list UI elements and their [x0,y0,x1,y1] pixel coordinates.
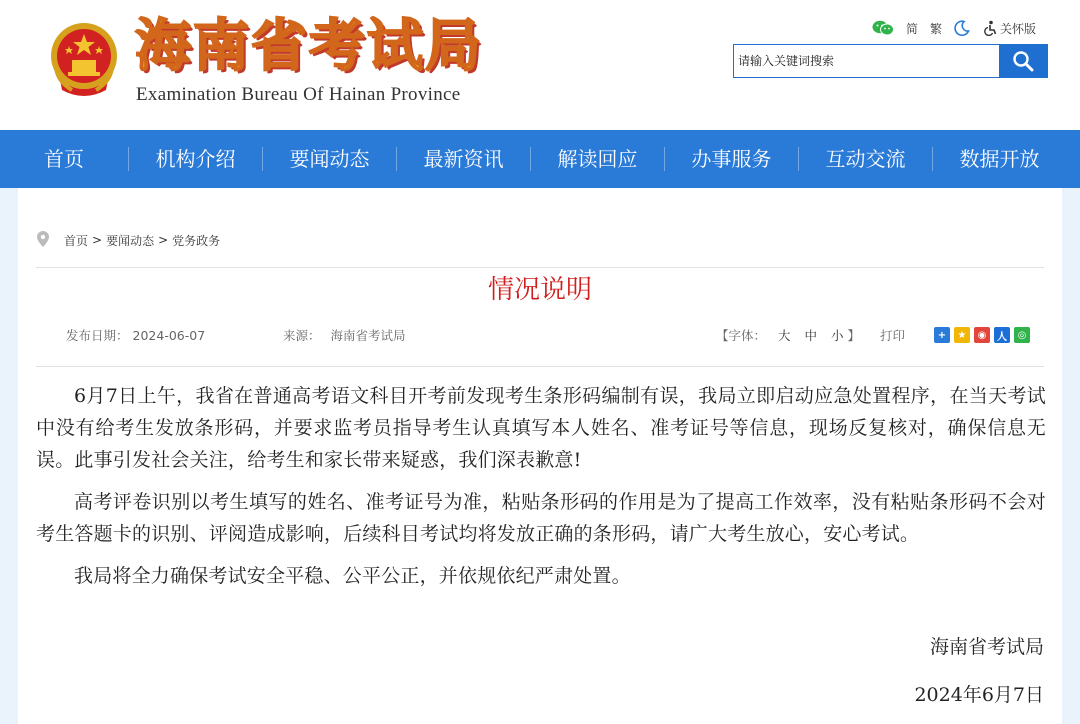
traditional-chinese-link[interactable]: 繁 [930,21,943,36]
publish-date-value: 2024-06-07 [132,328,206,343]
main-nav [0,130,1080,188]
nav-item-interpretation[interactable]: 解读回应 [557,147,638,171]
paragraph: 高考评卷识别以考生填写的姓名、准考证号为准，粘贴条形码的作用是为了提高工作效率，没有粘贴条形码不会对考生答题卡的识别、评阅造成影响，后续科目考试均将发放正确的条形码，请广大考生放心，安心考试。 [36,491,1046,545]
paragraph: 我局将全力确保考试安全平稳、公平公正，并依规依纪严肃处置。 [74,565,631,587]
source-label: 来源： [283,328,321,343]
font-size-controls [716,326,860,346]
location-pin-icon [36,230,50,251]
publish-date-label: 发布日期： [66,328,129,343]
header-tools [872,18,1036,38]
nav-item-services[interactable]: 办事服务 [691,147,772,171]
nav-item-latest[interactable]: 最新资讯 [423,147,504,171]
print-button[interactable]: 打印 [880,328,906,343]
share-icons [934,327,1030,343]
nav-item-interaction[interactable]: 互动交流 [825,147,906,171]
breadcrumb-separator: > [92,233,103,247]
source-value: 海南省考试局 [330,328,406,343]
font-small-button[interactable]: 小 [831,328,844,343]
font-medium-button[interactable]: 中 [804,328,818,343]
breadcrumb-party-affairs[interactable]: 党务政务 [172,233,221,248]
accessibility-icon[interactable] [982,20,998,36]
divider [36,267,1044,268]
simplified-chinese-link[interactable]: 简 [906,21,919,36]
nav-item-news[interactable]: 要闻动态 [289,147,370,171]
nav-item-open-data[interactable]: 数据开放 [959,147,1040,171]
wechat-share-icon[interactable]: ◎ [1014,327,1030,343]
wechat-icon[interactable] [872,20,894,36]
nav-item-home[interactable]: 首页 [44,147,84,171]
font-label-close: 】 [847,328,861,343]
search-input[interactable] [734,45,999,77]
article-source [283,326,406,346]
site-header [0,0,1080,130]
site-name[interactable]: 海南省考试局 [135,14,483,79]
breadcrumb-news[interactable]: 要闻动态 [106,233,155,248]
search-icon [1012,50,1034,72]
font-label-open: 【字体： [716,328,767,343]
search-button[interactable] [999,45,1047,77]
signature: 海南省考试局 [929,636,1044,658]
publish-date [66,326,205,346]
breadcrumb [36,226,224,254]
signature-date: 2024年6月7日 [914,684,1044,706]
divider [36,366,1044,367]
care-mode-link[interactable]: 关怀版 [1000,21,1037,36]
breadcrumb-home[interactable]: 首页 [64,233,89,248]
nav-item-about[interactable]: 机构介绍 [155,147,236,171]
article-title: 情况说明 [487,275,592,305]
breadcrumb-separator: > [158,233,169,247]
search-box [733,44,1048,78]
paragraph: 6月7日上午，我省在普通高考语文科目开考前发现考生条形码编制有误，我局立即启动应急处置程序，在当天考试中没有给考生发放条形码，并要求监考员指导考生认真填写本人姓名、准考证号等信息，现场反复核对，确保信息无误。此事引发社会关注，给考生和家长带来疑惑，我们深表歉意! [36,385,1046,471]
qzone-star-icon[interactable]: ★ [954,327,970,343]
share-plus-icon[interactable]: + [934,327,950,343]
article-body [36,380,1046,602]
moon-icon[interactable] [954,20,970,36]
weibo-icon[interactable]: ◉ [974,327,990,343]
national-emblem-logo[interactable] [46,20,122,98]
site-name-english: Examination Bureau Of Hainan Province [136,84,461,105]
people-icon[interactable]: 人 [994,327,1010,343]
font-large-button[interactable]: 大 [778,328,791,343]
